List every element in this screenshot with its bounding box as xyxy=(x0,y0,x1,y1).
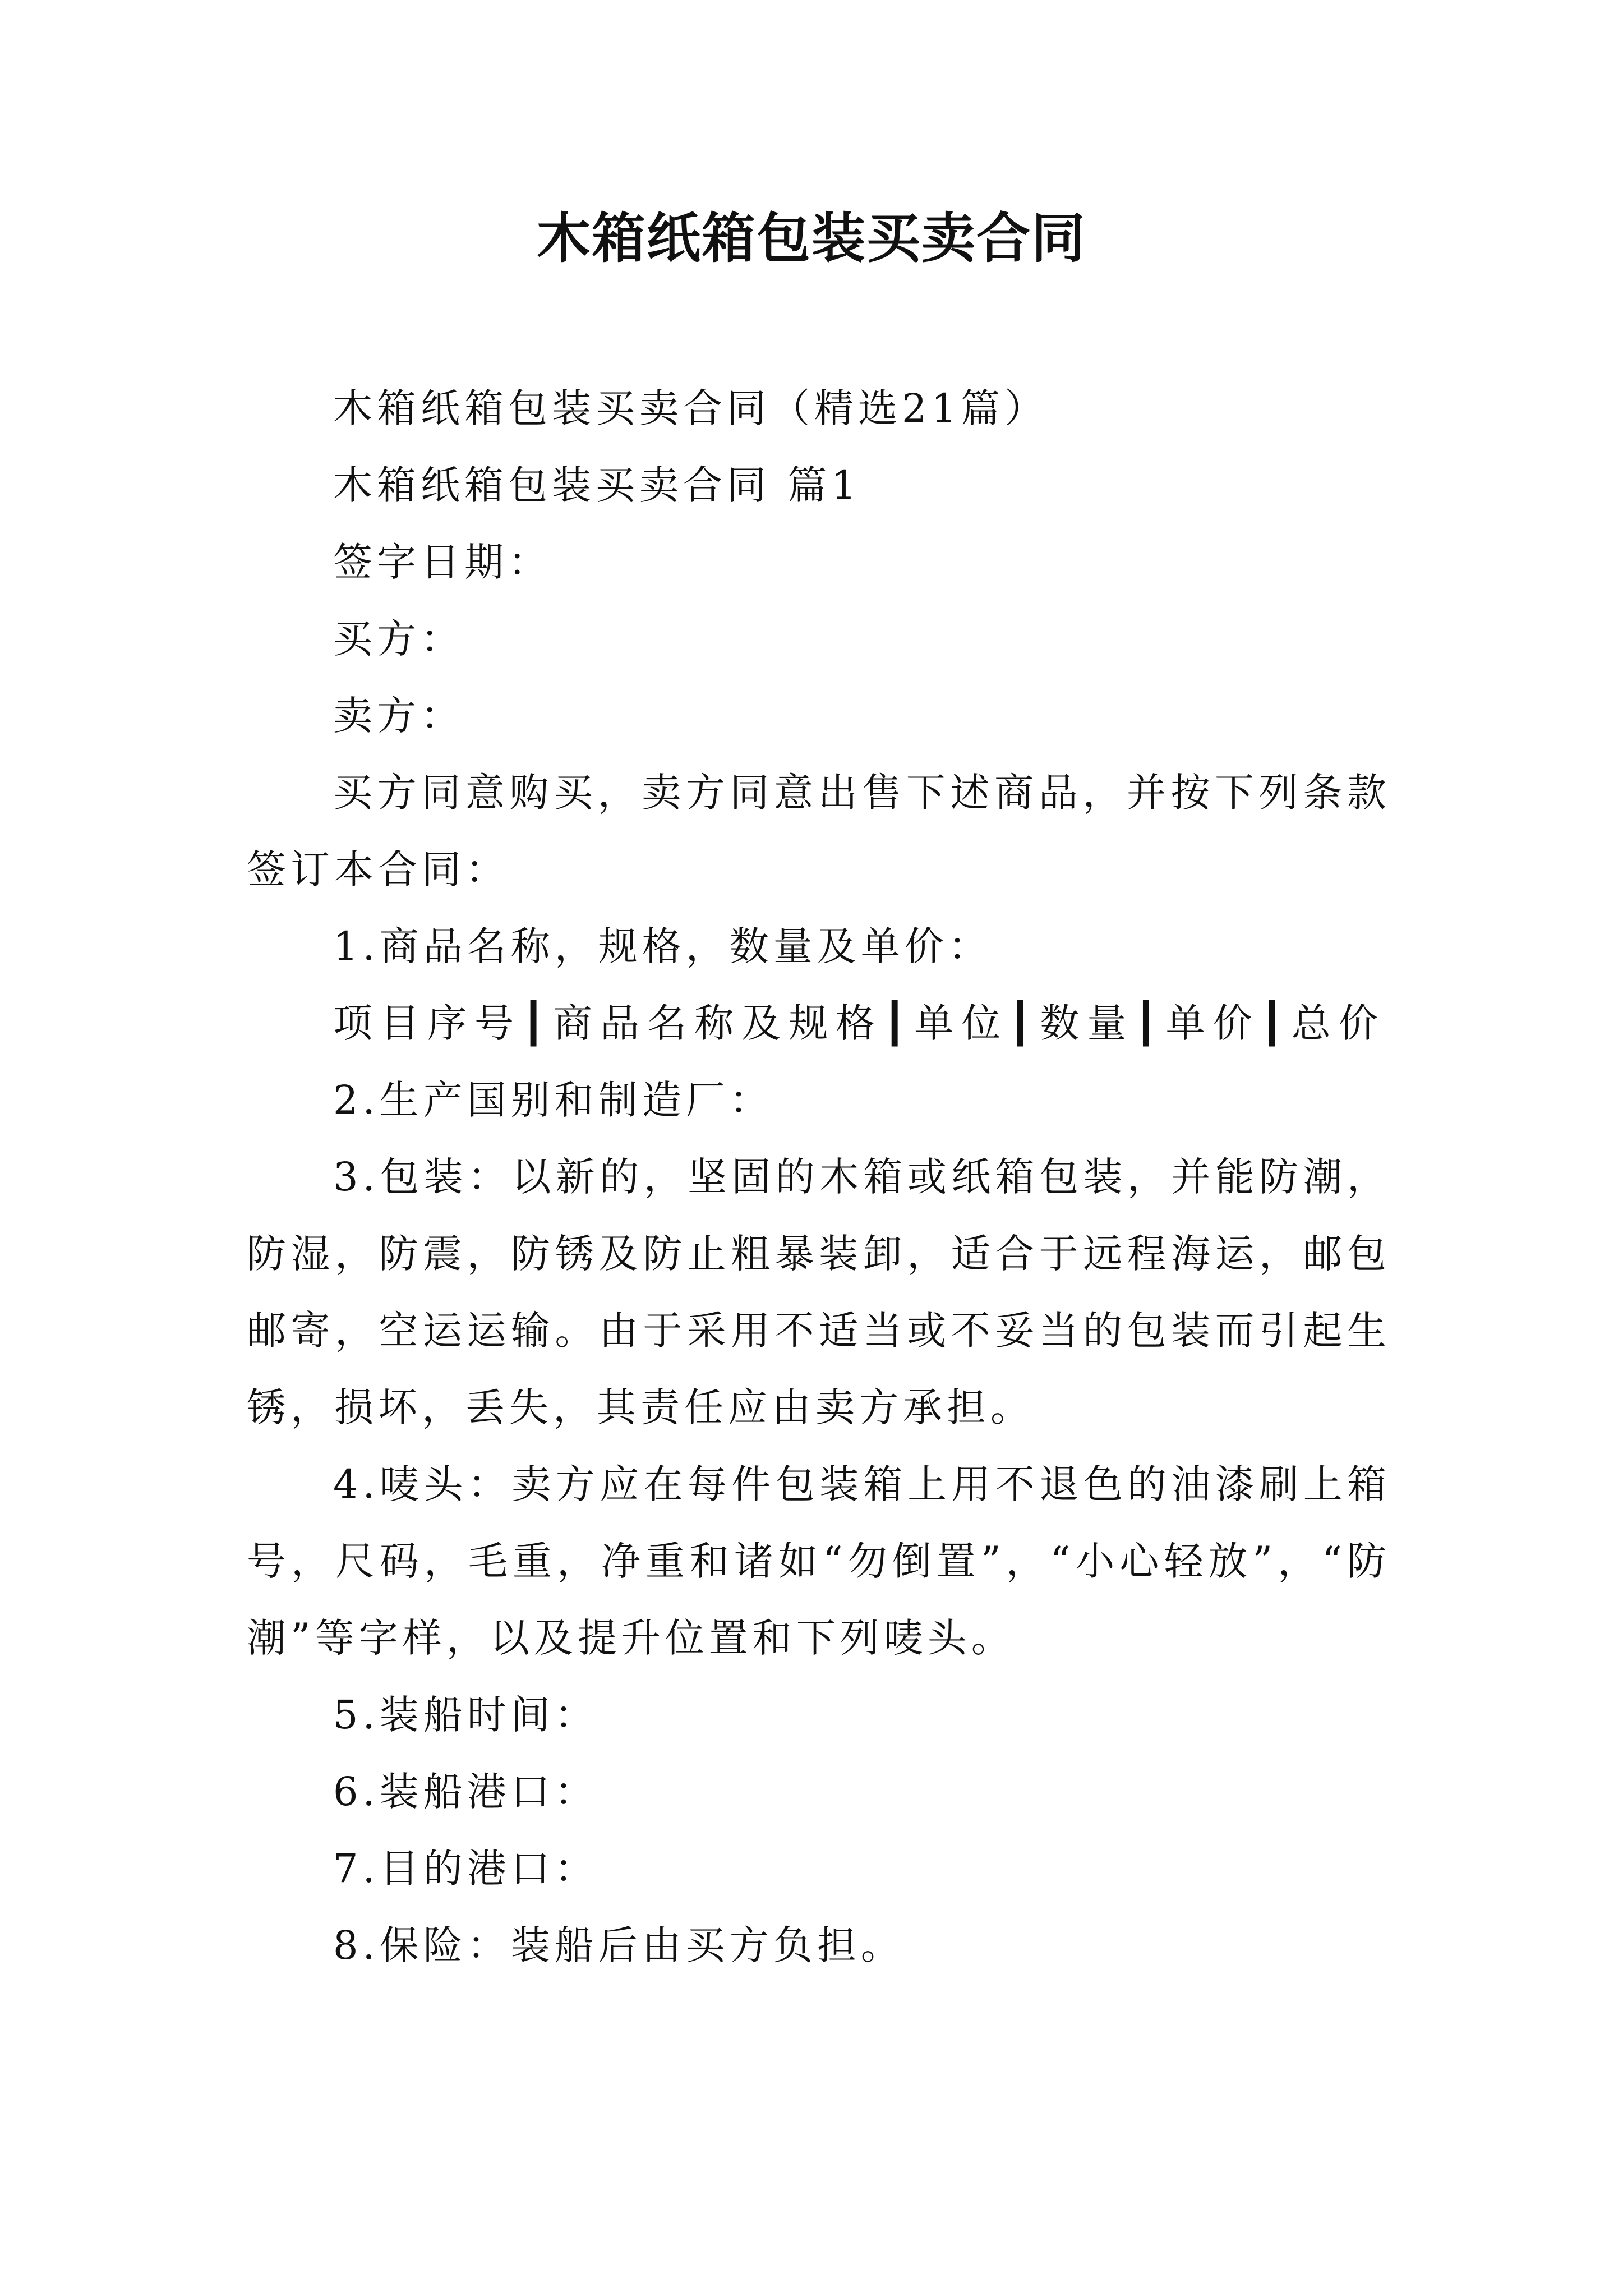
agreement-paragraph: 买方同意购买，卖方同意出售下述商品，并按下列条款签订本合同： xyxy=(247,770,1391,892)
clause-7: 7.目的港口： xyxy=(333,1846,598,1892)
buyer-line: 买方： xyxy=(333,616,464,662)
document-body xyxy=(247,370,1391,1984)
clause-5: 5.装船时间： xyxy=(333,1692,598,1738)
item-table-header-line: 项目序号┃商品名称及规格┃单位┃数量┃单价┃总价 xyxy=(333,1000,1386,1046)
clause-3-packing: 3.包装：以新的，坚固的木箱或纸箱包装，并能防潮，防湿，防震，防锈及防止粗暴装卸，适合于远程海运，邮包邮寄，空运运输。由于采用不适当或不妥当的包装而引起生锈，损坏，丢失，其责任应由卖方承担。 xyxy=(247,1154,1391,1430)
seller-line: 卖方： xyxy=(333,693,464,739)
clause-6: 6.装船港口： xyxy=(333,1769,598,1815)
signing-date-line: 签字日期： xyxy=(333,539,552,585)
document-title: 木箱纸箱包装买卖合同 xyxy=(537,206,1086,270)
section-heading: 木箱纸箱包装买卖合同 篇1 xyxy=(333,462,861,508)
clause-8: 8.保险：装船后由买方负担。 xyxy=(333,1922,905,1968)
clause-2: 2.生产国别和制造厂： xyxy=(333,1077,773,1123)
clause-4-marks: 4.唛头：卖方应在每件包装箱上用不退色的油漆刷上箱号，尺码，毛重，净重和诸如“勿倒置”，“小心轻放”，“防潮”等字样，以及提升位置和下列唛头。 xyxy=(247,1461,1391,1661)
document-subtitle: 木箱纸箱包装买卖合同（精选21篇） xyxy=(333,385,1049,431)
clause-1: 1.商品名称，规格，数量及单价： xyxy=(333,923,992,969)
